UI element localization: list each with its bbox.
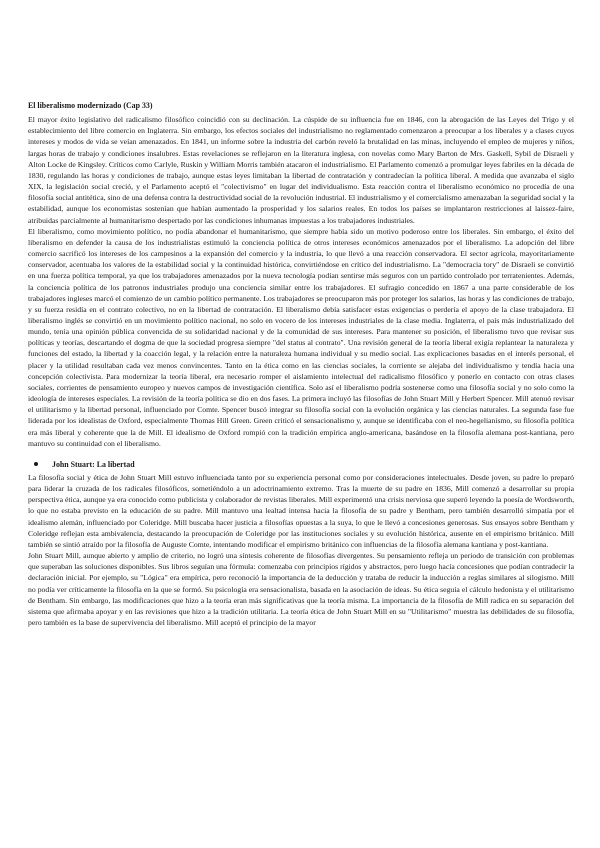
section-heading-label: John Stuart: La libertad <box>52 459 135 469</box>
paragraph: John Stuart Mill, aunque abierto y amplio de criterio, no logró una síntesis coherente de filosofías divergentes. Su pensamiento refleja un periodo de transición con problemas que superaban las soluciones disponibles. Sus libros seguían una fórmula: comenzaba con principios rígidos y abstractos, pero luego hacía concesiones que podían contradecir la declaración inicial. Por ejemplo, su "Lógica" era empírica, pero reconoció la importancia de la deducción y trataba de reducir la inducción a reglas similares al silogismo. Mill no podía ver críticamente la filosofía en la que se formó. Su psicología era sensacionalista, basada en la asociación de ideas. Su ética seguía el cálculo hedonista y el utilitarismo de Bentham. Sin embargo, las modificaciones que hizo a la teoría eran más significativas que la teoría misma. La importancia de la filosofía de Mill radica en su separación del sistema que afirmaba apoyar y en las revisiones que hizo a la tradición utilitaria. La teoría ética de John Stuart Mill en su "Utilitarismo" muestra las debilidades de su filosofía, pero también es la base de supervivencia del liberalismo. Mill aceptó el principio de la mayor <box>28 551 574 628</box>
document-page <box>28 100 574 628</box>
section-heading-liberalismo: El liberalismo modernizado (Cap 33) <box>28 101 153 110</box>
bullet-icon <box>34 462 38 466</box>
paragraph: El mayor éxito legislativo del radicalismo filosófico coincidió con su declinación. La cúspide de su influencia fue en 1846, con la abrogación de las Leyes del Trigo y el establecimiento del libre comercio en Inglaterra. Sin embargo, los efectos sociales del industrialismo no reglamentado comenzaron a preocupar a los liberales y a clases cuyos intereses y modos de vida se veían amenazados. En 1841, un informe sobre la industria del carbón reveló la brutalidad en las minas, incluyendo el empleo de mujeres y niños, largas horas de trabajo y condiciones insalubres. Estas revelaciones se reflejaron en la literatura inglesa, con novelas como Mary Barton de Mrs. Gaskell, Sybil de Disraeli y Alton Locke de Kingsley. Críticos como Carlyle, Ruskin y William Morris también atacaron el industrialismo. El Parlamento comenzó a promulgar leyes fabriles en la década de 1830, regulando las horas y condiciones de trabajo, aunque estas leyes limitaban la libertad de contratación y contradecían la política liberal. A medida que avanzaba el siglo XIX, la legislación social creció, y el Parlamento aceptó el "colectivismo" en lugar del individualismo. Esta reacción contra el liberalismo económico no procedía de una filosofía social antitética, sino de una defensa contra la destructividad social de la revolución industrial. El industrialismo y el comercialismo amenazaban la seguridad social y la estabilidad, aunque los economistas sostenían que habían aumentado la prosperidad y los salarios reales. En todos los países se implantaron restricciones al laissez-faire, atribuidas parcialmente al humanitarismo despertado por las condiciones inhumanas impuestas a los trabajadores industriales. <box>28 115 574 225</box>
section-heading-mill <box>28 459 574 470</box>
paragraph: La filosofía social y ética de John Stuart Mill estuvo influenciada tanto por su experiencia personal como por consideraciones intelectuales. Desde joven, su padre lo preparó para liderar la cruzada de los radicales filosóficos, sometiéndolo a un adoctrinamiento extremo. Tras la muerte de su padre en 1836, Mill comenzó a desarrollar su propia perspectiva ética, aunque ya era conocido como publicista y colaborador de revistas liberales. Mill experimentó una crisis nerviosa que superó leyendo la poesía de Wordsworth, lo que no estaba previsto en la educación de su padre. Mill mantuvo una lealtad intensa hacia la filosofía de su padre y Bentham, pero también desarrolló simpatía por el idealismo alemán, influenciado por Coleridge. Mill buscaba hacer justicia a filosofías opuestas a la suya, lo que le llevó a concesiones generosas. Sus ensayos sobre Bentham y Coleridge reflejan esta ambivalencia, destacando la preocupación de Coleridge por las instituciones sociales y su evolución histórica, ausente en el empirismo británico. Mill también se sintió atraído por la filosofía de Auguste Comte, intentando modificar el empirismo británico con influencias de la filosofía alemana kantiana y post-kantiana. <box>28 473 574 549</box>
paragraph: El liberalismo, como movimiento político, no podía abandonar el humanitarismo, que siempre había sido un motivo poderoso entre los liberales. Sin embargo, el éxito del liberalismo en defender la causa de los industrialistas estimuló la conciencia política de otros intereses económicos amenazados por el liberalismo. La adopción del libre comercio sacrificó los intereses de los campesinos a la expansión del comercio y la industria, lo que llevó a una reacción conservadora. El sector agrícola, mayoritariamente conservador, acentuaba los valores de la estabilidad social y la continuidad histórica, convirtiéndose en crítico del industrialismo. La "democracia tory" de Disraeli se convirtió en una fuerza política temporal, ya que los trabajadores amenazados por la nueva tecnología podían sentirse más seguros con un partido controlado por terratenientes. Además, la conciencia política de los patronos industriales produjo una conciencia similar entre los trabajadores. El sufragio concedido en 1867 a una parte considerable de los trabajadores ingleses marcó el comienzo de un cambio político permanente. Los trabajadores se preocuparon más por proteger los salarios, las horas y las condiciones de trabajo, y su fuerza residía en el contrato colectivo, no en la libertad de contratación. El liberalismo debía satisfacer estas exigencias o perdería el apoyo de la clase trabajadora. El liberalismo inglés se convirtió en un movimiento político nacional, no solo en vocero de los intereses industriales de la clase media. Inglaterra, el país más industrializado del mundo, tenía una opinión pública convencida de su solidaridad nacional y de la comunidad de sus intereses. Para mantener su posición, el liberalismo tuvo que revisar sus políticas y teorías, descartando el dogma de que la sociedad progresa siempre "del status al contrato". Una revisión general de la teoría liberal exigía replantear la naturaleza y funciones del estado, la libertad y la coacción legal, y la relación entre la naturaleza humana individual y su medio social. Las explicaciones basadas en el interés personal, el placer y la utilidad resultaban cada vez menos convincentes. Tanto en la ética como en las ciencias sociales, la corriente se alejaba del individualismo y tendía hacia una concepción colectivista. Para modernizar la teoría liberal, era necesario romper el aislamiento intelectual del radicalismo filosófico y ponerlo en contacto con otras clases sociales, corrientes de pensamiento europeo y nuevos campos de investigación científica. Solo así el liberalismo podría sostenerse como una filosofía social y no solo como la ideología de intereses especiales. La revisión de la teoría política se dio en dos fases. La primera incluyó las filosofías de John Stuart Mill y Herbert Spencer. Mill atenuó revisar el utilitarismo y la libertad personal, influenciado por Comte. Spencer buscó integrar su filosofía social con la evolución orgánica y las ciencias naturales. La segunda fase fue liderada por los idealistas de Oxford, especialmente Thomas Hill Green. Green criticó el sensacionalismo y, aunque se identificaba con el neo-hegelianismo, su filosofía política era más liberal y coherente que la de Mill. El idealismo de Oxford rompió con la tradición empírica anglo-americana, basándose en la filosofía alemana post-kantiana, pero mantuvo su continuidad con el liberalismo. <box>28 226 574 448</box>
